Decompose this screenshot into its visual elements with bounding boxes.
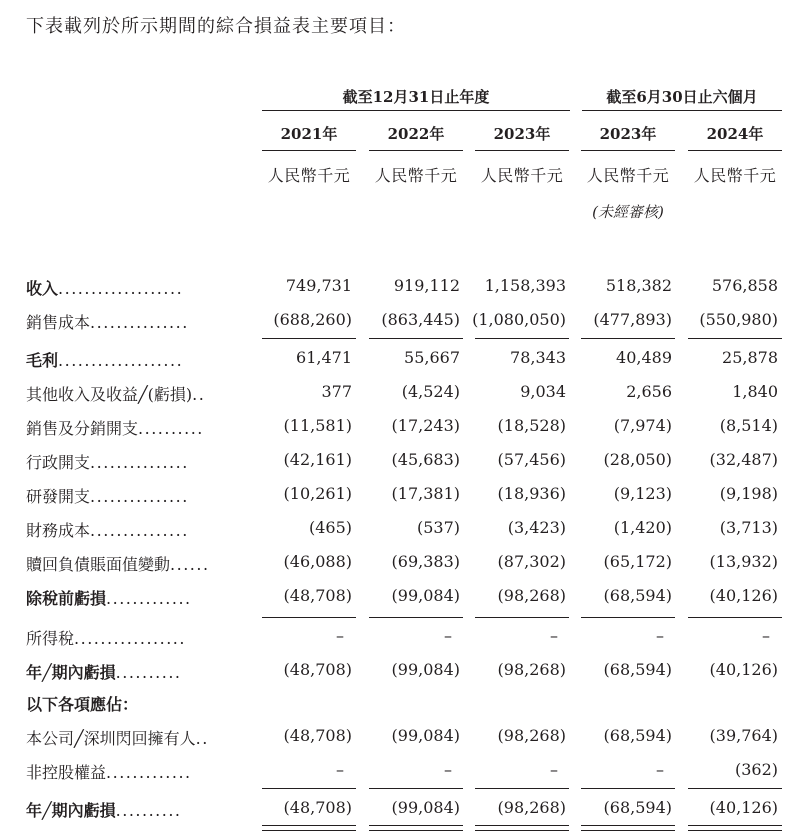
row-label-text: 銷售成本 — [26, 313, 91, 332]
row-label — [26, 660, 240, 683]
column-unit-1: 人民幣千元 — [374, 166, 458, 185]
row-dot-leader: ............... — [90, 521, 189, 540]
table-row — [0, 688, 800, 718]
row-dot-leader: ............... — [90, 487, 189, 506]
cell-value: (87,302) — [497, 552, 566, 571]
cell-value: 518,382 — [605, 276, 672, 295]
column-year-rule — [475, 150, 569, 151]
total-double-rule — [581, 825, 675, 831]
row-label-text: 年╱期內虧損 — [26, 663, 116, 682]
row-label — [26, 626, 240, 649]
column-note-unaudited: (未經審核) — [592, 203, 664, 221]
cell-value: (40,126) — [709, 798, 778, 817]
cell-value: 40,489 — [616, 348, 672, 367]
cell-value: 55,667 — [404, 348, 460, 367]
cell-value: (48,708) — [283, 586, 352, 605]
row-label-text: 所得稅 — [26, 629, 75, 648]
row-label — [26, 552, 240, 575]
intro-text: 下表載列於所示期間的綜合損益表主要項目： — [26, 16, 406, 37]
column-unit-4: 人民幣千元 — [693, 166, 777, 185]
table-row — [0, 480, 800, 510]
row-label — [26, 798, 240, 821]
annual-group-rule — [262, 110, 570, 111]
cell-value: 749,731 — [285, 276, 352, 295]
cell-value: (69,383) — [391, 552, 460, 571]
column-unit-0: 人民幣千元 — [267, 166, 351, 185]
cell-value: (68,594) — [603, 660, 672, 679]
interim-group-header: 截至6月30日止六個月 — [606, 88, 758, 106]
subtotal-rule — [688, 788, 782, 789]
table-row — [0, 514, 800, 544]
cell-value: (57,456) — [497, 450, 566, 469]
cell-value: (40,126) — [709, 586, 778, 605]
row-label-text: 其他收入及收益╱(虧損) — [26, 385, 193, 404]
row-dot-leader: ................. — [74, 629, 186, 648]
cell-value: (98,268) — [497, 798, 566, 817]
cell-value: (13,932) — [709, 552, 778, 571]
cell-value: 1,158,393 — [484, 276, 566, 295]
table-row — [0, 756, 800, 786]
cell-value: (68,594) — [603, 726, 672, 745]
cell-value: (9,123) — [613, 484, 672, 503]
row-dot-leader: ............. — [106, 589, 192, 608]
row-label — [26, 586, 240, 609]
row-dot-leader: ............... — [90, 453, 189, 472]
cell-value: (550,980) — [699, 310, 778, 329]
row-label — [26, 310, 240, 333]
subtotal-rule — [581, 617, 675, 618]
cell-value: – — [444, 760, 452, 779]
cell-value: (7,974) — [613, 416, 672, 435]
cell-value: 2,656 — [626, 382, 672, 401]
row-label-text: 行政開支 — [26, 453, 91, 472]
cell-value: (3,423) — [507, 518, 566, 537]
column-unit-3: 人民幣千元 — [586, 166, 670, 185]
cell-value: (18,528) — [497, 416, 566, 435]
column-year-rule — [581, 150, 675, 151]
row-label-text: 本公司╱深圳閃回擁有人 — [26, 729, 196, 748]
subtotal-rule — [262, 788, 356, 789]
table-row — [0, 378, 800, 408]
cell-value: (4,524) — [401, 382, 460, 401]
column-year-3: 2023年 — [599, 125, 657, 143]
cell-value: (465) — [308, 518, 352, 537]
cell-value: – — [550, 760, 558, 779]
row-dot-leader: ................... — [58, 279, 184, 298]
cell-value: 377 — [321, 382, 352, 401]
table-row — [0, 306, 800, 336]
cell-value: (1,420) — [613, 518, 672, 537]
row-label — [26, 450, 240, 473]
total-double-rule — [262, 825, 356, 831]
total-double-rule — [688, 825, 782, 831]
subtotal-rule — [369, 617, 463, 618]
subtotal-rule — [475, 788, 569, 789]
cell-value: – — [550, 626, 558, 645]
cell-value: (65,172) — [603, 552, 672, 571]
subtotal-rule — [581, 338, 675, 339]
cell-value: – — [336, 760, 344, 779]
row-label-text: 年╱期內虧損 — [26, 801, 116, 820]
cell-value: (477,893) — [593, 310, 672, 329]
row-label — [26, 348, 240, 371]
row-label — [26, 382, 240, 405]
cell-value: (99,084) — [391, 726, 460, 745]
row-dot-leader: ............... — [90, 313, 189, 332]
cell-value: (99,084) — [391, 660, 460, 679]
cell-value: (863,445) — [381, 310, 460, 329]
row-dot-leader: .. — [192, 385, 206, 404]
column-year-rule — [262, 150, 356, 151]
cell-value: (98,268) — [497, 586, 566, 605]
cell-value: – — [336, 626, 344, 645]
table-row — [0, 722, 800, 752]
column-unit-2: 人民幣千元 — [480, 166, 564, 185]
cell-value: (99,084) — [391, 798, 460, 817]
cell-value: (46,088) — [283, 552, 352, 571]
cell-value: (40,126) — [709, 660, 778, 679]
cell-value: (39,764) — [709, 726, 778, 745]
row-label-text: 研發開支 — [26, 487, 91, 506]
total-double-rule — [369, 825, 463, 831]
subtotal-rule — [475, 338, 569, 339]
row-dot-leader: .......... — [115, 801, 182, 820]
row-dot-leader: ................... — [58, 351, 184, 370]
cell-value: (10,261) — [283, 484, 352, 503]
row-label — [26, 518, 240, 541]
column-year-rule — [688, 150, 782, 151]
row-label-text: 銷售及分銷開支 — [26, 419, 139, 438]
subtotal-rule — [262, 338, 356, 339]
row-label-text: 以下各項應佔： — [26, 695, 139, 714]
table-row — [0, 446, 800, 476]
row-dot-leader: ............. — [106, 763, 192, 782]
cell-value: (98,268) — [497, 660, 566, 679]
row-label — [26, 726, 240, 749]
table-row — [0, 582, 800, 612]
annual-group-header: 截至12月31日止年度 — [342, 88, 490, 106]
cell-value: (98,268) — [497, 726, 566, 745]
row-label-text: 財務成本 — [26, 521, 91, 540]
subtotal-rule — [688, 617, 782, 618]
row-label — [26, 484, 240, 507]
row-dot-leader: ...... — [170, 555, 210, 574]
cell-value: (688,260) — [273, 310, 352, 329]
row-label-text: 毛利 — [26, 351, 59, 370]
column-year-1: 2022年 — [387, 125, 445, 143]
row-label — [26, 692, 240, 715]
subtotal-rule — [581, 788, 675, 789]
row-dot-leader: .......... — [138, 419, 204, 438]
row-label-text: 除稅前虧損 — [26, 589, 107, 608]
row-label — [26, 416, 240, 439]
row-label-text: 收入 — [26, 279, 59, 298]
row-label-text: 非控股權益 — [26, 763, 107, 782]
cell-value: 61,471 — [296, 348, 352, 367]
subtotal-rule — [475, 617, 569, 618]
cell-value: (32,487) — [709, 450, 778, 469]
cell-value: (48,708) — [283, 798, 352, 817]
table-row — [0, 622, 800, 652]
cell-value: (17,381) — [391, 484, 460, 503]
cell-value: (362) — [734, 760, 778, 779]
row-label-text: 贖回負債賬面值變動 — [26, 555, 171, 574]
column-year-0: 2021年 — [280, 125, 338, 143]
cell-value: (1,080,050) — [472, 310, 566, 329]
column-year-4: 2024年 — [706, 125, 764, 143]
cell-value: 25,878 — [722, 348, 778, 367]
cell-value: (42,161) — [283, 450, 352, 469]
cell-value: (48,708) — [283, 726, 352, 745]
column-year-rule — [369, 150, 463, 151]
cell-value: – — [444, 626, 452, 645]
cell-value: (9,198) — [719, 484, 778, 503]
subtotal-rule — [688, 338, 782, 339]
table-row — [0, 656, 800, 686]
cell-value: 919,112 — [393, 276, 460, 295]
cell-value: – — [656, 626, 664, 645]
interim-group-rule — [582, 110, 782, 111]
table-row — [0, 548, 800, 578]
cell-value: (99,084) — [391, 586, 460, 605]
cell-value: (11,581) — [283, 416, 352, 435]
cell-value: – — [762, 626, 770, 645]
table-row — [0, 794, 800, 824]
cell-value: (17,243) — [391, 416, 460, 435]
cell-value: (537) — [416, 518, 460, 537]
row-dot-leader: .. — [195, 729, 209, 748]
cell-value: (68,594) — [603, 586, 672, 605]
cell-value: – — [656, 760, 664, 779]
table-row — [0, 272, 800, 302]
cell-value: 576,858 — [711, 276, 778, 295]
row-label — [26, 760, 240, 783]
cell-value: 1,840 — [732, 382, 778, 401]
total-double-rule — [475, 825, 569, 831]
cell-value: (18,936) — [497, 484, 566, 503]
cell-value: (28,050) — [603, 450, 672, 469]
cell-value: (48,708) — [283, 660, 352, 679]
subtotal-rule — [369, 338, 463, 339]
cell-value: (3,713) — [719, 518, 778, 537]
table-row — [0, 412, 800, 442]
cell-value: 78,343 — [510, 348, 566, 367]
subtotal-rule — [262, 617, 356, 618]
column-year-2: 2023年 — [493, 125, 551, 143]
row-dot-leader: .......... — [115, 663, 182, 682]
cell-value: (68,594) — [603, 798, 672, 817]
table-row — [0, 344, 800, 374]
cell-value: (45,683) — [391, 450, 460, 469]
cell-value: (8,514) — [719, 416, 778, 435]
subtotal-rule — [369, 788, 463, 789]
row-label — [26, 276, 240, 299]
cell-value: 9,034 — [520, 382, 566, 401]
